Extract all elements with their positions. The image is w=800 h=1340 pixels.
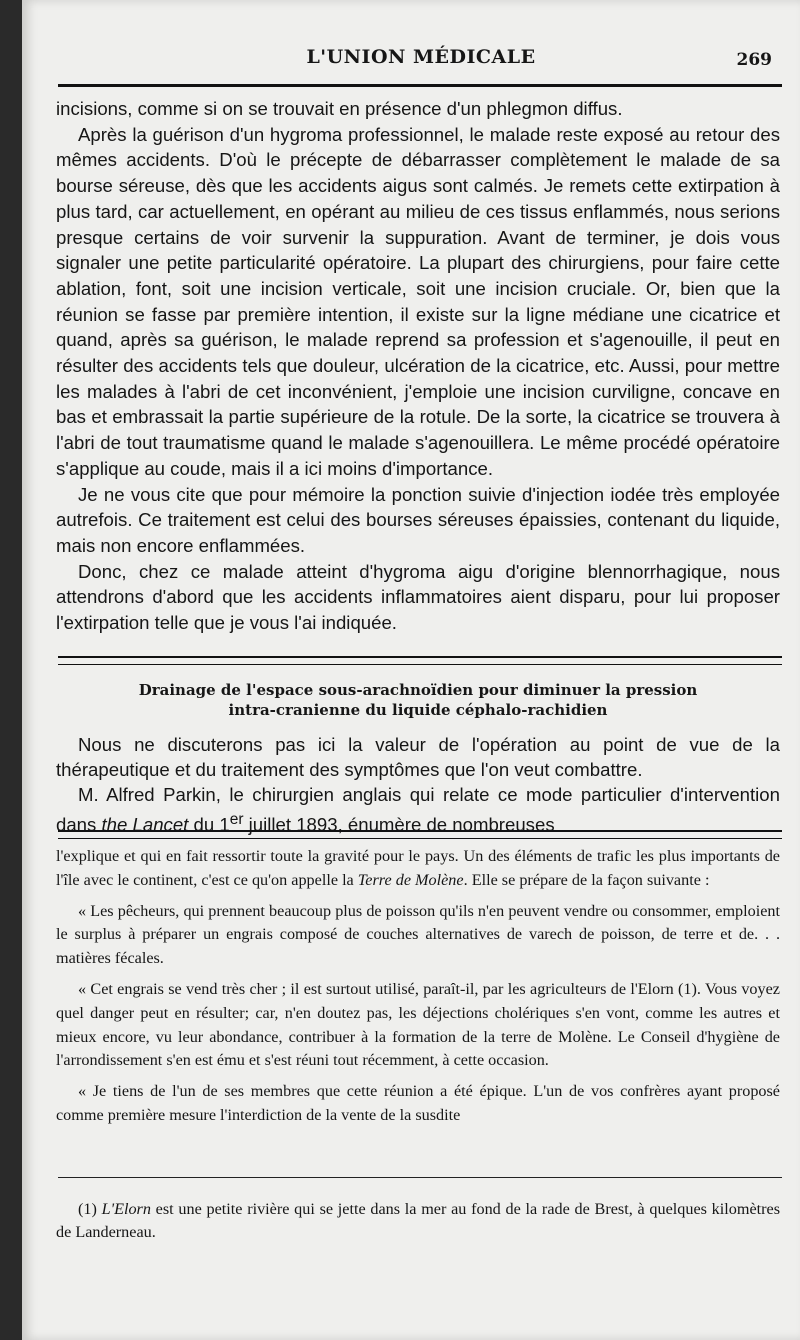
- section-title: [56, 680, 780, 720]
- paragraph: Je ne vous cite que pour mémoire la ponction suivie d'injection iodée très employée autrefois. Ce traitement est celui des bourses séreuses épaissies, contenant du liquide, mais non encore enflammées.: [56, 483, 780, 556]
- paragraph: incisions, comme si on se trouvait en présence d'un phlegmon diffus.: [56, 98, 623, 119]
- term-italic: Terre de Molène: [357, 870, 464, 889]
- footnote: [56, 1198, 780, 1244]
- lower-text-block: [56, 845, 780, 1135]
- header-rule: [58, 84, 782, 87]
- page-number: 269: [736, 50, 772, 70]
- column-separator: [58, 830, 782, 839]
- footnote-marker: (1): [78, 1200, 97, 1218]
- text-run: l'explique et qui en fait ressortir toute la gravité pour le pays. Un des éléments de trafic les plus importants de l'île avec le continent, c'est ce qu'on appelle la: [56, 847, 780, 889]
- paragraph: « Les pêcheurs, qui prennent beaucoup plus de poisson qu'ils n'en peuvent vendre ou consommer, emploient le surplus à préparer un engrais composé de couches alternatives de varech de poisson, de terre et de. . . matières fécales.: [56, 901, 780, 968]
- paragraph: [56, 782, 780, 837]
- footnote-term: L'Elorn: [101, 1200, 151, 1218]
- running-title: L'UNION MÉDICALE: [306, 46, 536, 68]
- section-separator: [58, 656, 782, 665]
- footnote-text: est une petite rivière qui se jette dans la mer au fond de la rade de Brest, à quelques kilomètres de Landerneau.: [56, 1200, 780, 1241]
- ordinal-suffix: er: [229, 811, 244, 828]
- paragraph: Donc, chez ce malade atteint d'hygroma aigu d'origine blennorrhagique, nous attendrons d'abord que les accidents inflammatoires aient disparu, pour lui proposer l'extirpation telle que je vous l'ai indiquée.: [56, 560, 780, 634]
- upper-text-block: [56, 96, 780, 636]
- text-run: juillet 1893, énumère de nombreuses: [243, 814, 555, 836]
- text-run: du 1: [188, 814, 230, 836]
- paragraph: « Cet engrais se vend très cher ; il est surtout utilisé, paraît-il, par les agriculteurs de l'Elorn (1). Vous voyez quel danger peut en résulter; car, n'en doutez pas, les déjections cholériques s'en vont, comme les autres et mieux encore, vu leur abondance, contribuer à la formation de la terre de Molène. Le Conseil d'hygiène de l'arrondissement s'en est ému et s'est réuni tout récemment, à cette occasion.: [56, 979, 780, 1070]
- mid-text-block: [56, 732, 780, 837]
- footnote-rule: [58, 1177, 782, 1178]
- text-run: . Elle se prépare de la façon suivante :: [463, 870, 710, 889]
- paragraph: Après la guérison d'un hygroma professionnel, le malade reste exposé au retour des mêmes accidents. D'où le précepte de débarrasser complètement le malade de sa bourse séreuse, dès que les accidents aigus sont calmés. Je remets cette extirpation à plus tard, car actuellement, en opérant au milieu de ces tissus enflammés, nous serions presque certains de voir survenir la suppuration. Avant de terminer, je dois vous signaler une petite particularité opératoire. La plupart des chirurgiens, pour faire cette ablation, font, soit une incision verticale, soit une incision cruciale. Or, bien que la réunion se fasse par première intention, il existe sur la ligne médiane une cicatrice et quand, après sa guérison, le malade reprend sa profession et s'agenouille, il peut en résulter des accidents tels que douleur, ulcération de la cicatrice, etc. Aussi, pour mettre les malades à l'abri de cet inconvénient, j'emploie une incision curviligne, concave en bas et embrassait la partie supérieure de la rotule. De la sorte, la cicatrice se trouvera à l'abri de tout traumatisme quand le malade s'agenouillera. Le même procédé opératoire s'applique au coude, mais il a ici moins d'importance.: [56, 123, 780, 479]
- section-title-line: intra-cranienne du liquide céphalo-rachidien: [228, 701, 608, 719]
- running-head: [62, 46, 780, 76]
- page: [22, 0, 800, 1340]
- paragraph: Nous ne discuterons pas ici la valeur de l'opération au point de vue de la thérapeutique et du traitement des symptômes que l'on veut combattre.: [56, 734, 780, 780]
- section-title-line: Drainage de l'espace sous-arachnoïdien pour diminuer la pression: [138, 681, 698, 699]
- paragraph: [56, 845, 780, 893]
- text-run: M. Alfred Parkin, le chirurgien anglais qui relate ce mode particulier d'intervention dans: [56, 784, 780, 836]
- journal-title: the Lancet: [101, 814, 189, 836]
- paragraph: « Je tiens de l'un de ses membres que cette réunion a été épique. L'un de vos confrères ayant proposé comme première mesure l'interdiction de la vente de la susdite: [56, 1082, 780, 1124]
